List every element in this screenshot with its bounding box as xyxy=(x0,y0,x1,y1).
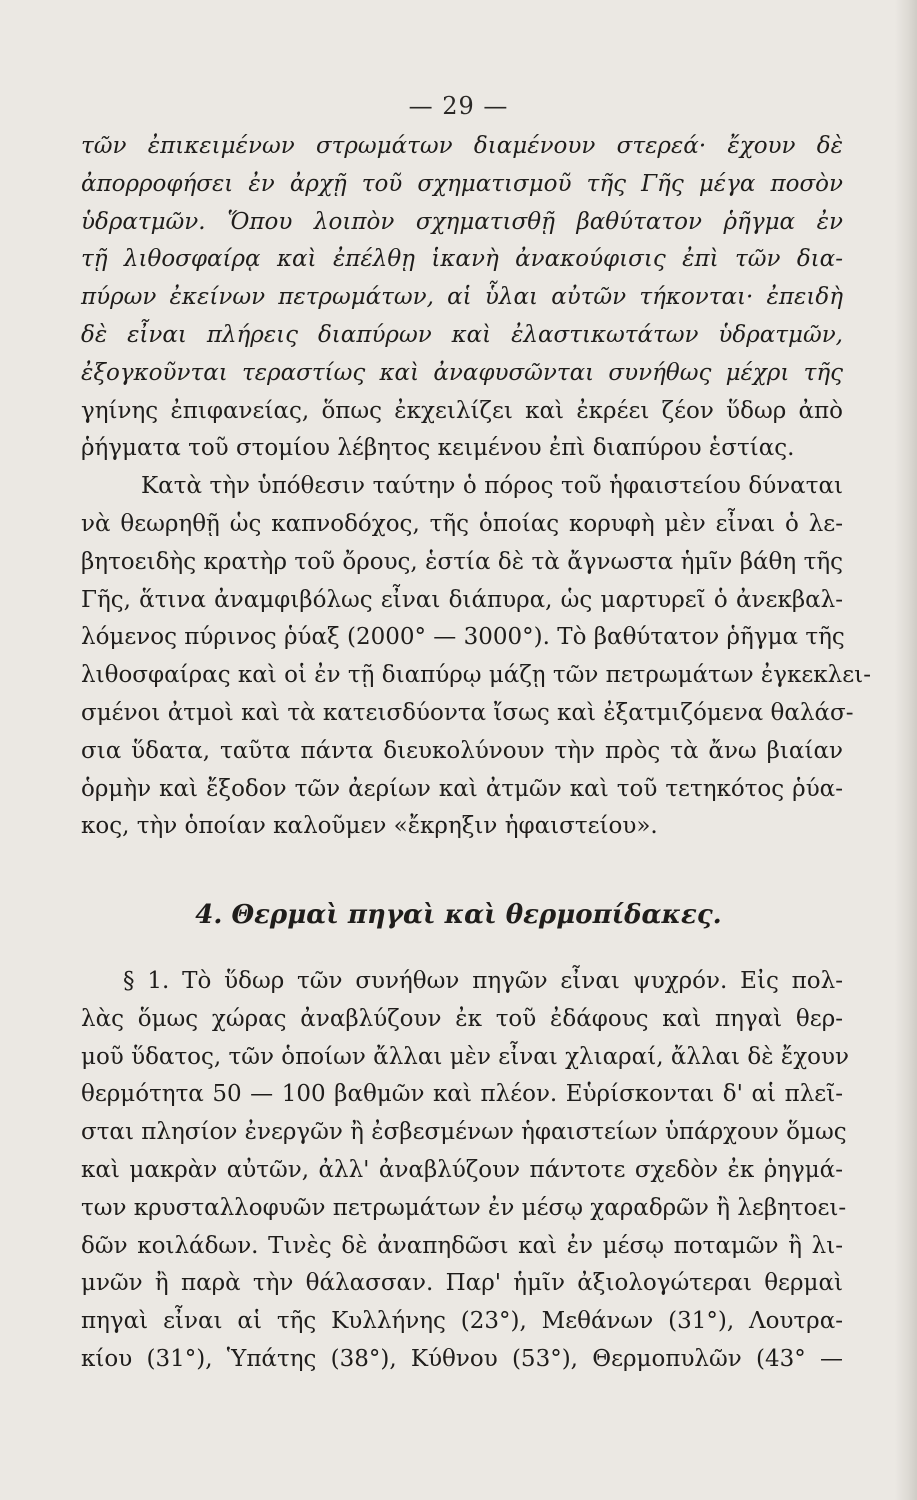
body-text-top xyxy=(81,128,871,846)
text-line: ὁρμὴν καὶ ἔξοδον τῶν ἀερίων καὶ ἀτμῶν καὶ τοῦ τετηκότος ῥύα- xyxy=(81,775,843,802)
text-line: ἐξογκοῦνται τεραστίως καὶ ἀναφυσῶνται συνήθως μέχρι τῆς xyxy=(81,359,843,386)
text-line: σμένοι ἀτμοὶ καὶ τὰ κατεισδύοντα ἴσως καὶ ἐξατμιζόμενα θαλάσ- xyxy=(81,699,854,726)
text-line: κίου (31°), Ὑπάτης (38°), Κύθνου (53°), Θερμοπυλῶν (43° — xyxy=(81,1345,843,1372)
text-line: των κρυσταλλοφυῶν πετρωμάτων ἐν μέσῳ χαραδρῶν ἢ λεβητοει- xyxy=(81,1194,847,1221)
text-line: νὰ θεωρηθῇ ὡς καπνοδόχος, τῆς ὁποίας κορυφὴ μὲν εἶναι ὁ λε- xyxy=(81,510,843,537)
text-line: δὲ εἶναι πλήρεις διαπύρων καὶ ἐλαστικωτάτων ὑδρατμῶν, xyxy=(81,321,843,348)
text-line: § 1. Τὸ ὕδωρ τῶν συνήθων πηγῶν εἶναι ψυχρόν. Εἰς πολ- xyxy=(123,968,843,994)
text-line: καὶ μακρὰν αὐτῶν, ἀλλ' ἀναβλύζουν πάντοτε σχεδὸν ἐκ ῥηγμά- xyxy=(81,1156,843,1183)
text-line: Κατὰ τὴν ὑπόθεσιν ταύτην ὁ πόρος τοῦ ἡφαιστείου δύναται xyxy=(141,473,843,500)
text-line: σται πλησίον ἐνεργῶν ἢ ἐσβεσμένων ἡφαιστείων ὑπάρχουν ὅμως xyxy=(81,1119,847,1146)
text-line: τῶν ἐπικειμένων στρωμάτων διαμένουν στερεά· ἔχουν δὲ xyxy=(81,133,843,159)
text-line: μοῦ ὕδατος, τῶν ὁποίων ἄλλαι μὲν εἶναι χλιαραί, ἄλλαι δὲ ἔχουν xyxy=(81,1043,849,1070)
text-line: δῶν κοιλάδων. Τινὲς δὲ ἀναπηδῶσι καὶ ἐν μέσῳ ποταμῶν ἢ λι- xyxy=(81,1232,843,1259)
text-line: ἀπορροφήσει ἐν ἀρχῇ τοῦ σχηματισμοῦ τῆς Γῆς μέγα ποσὸν xyxy=(81,170,843,197)
text-line: μνῶν ἢ παρὰ τὴν θάλασσαν. Παρ' ἡμῖν ἀξιολογώτεραι θερμαὶ xyxy=(81,1270,843,1297)
text-line: θερμότητα 50 — 100 βαθμῶν καὶ πλέον. Εὑρίσκονται δ' αἱ πλεῖ- xyxy=(81,1081,843,1108)
text-line: τῇ λιθοσφαίρᾳ καὶ ἐπέλθῃ ἱκανὴ ἀνακούφισις ἐπὶ τῶν δια- xyxy=(81,246,843,273)
text-line: ῥήγματα τοῦ στομίου λέβητος κειμένου ἐπὶ διαπύρου ἑστίας. xyxy=(81,435,795,462)
text-line: σια ὕδατα, ταῦτα πάντα διευκολύνουν τὴν πρὸς τὰ ἄνω βιαίαν xyxy=(81,737,843,764)
text-line: γηίνης ἐπιφανείας, ὅπως ἐκχειλίζει καὶ ἐκρέει ζέον ὕδωρ ἀπὸ xyxy=(81,397,843,424)
text-line: ὑδρατμῶν. Ὅπου λοιπὸν σχηματισθῇ βαθύτατον ῥῆγμα ἐν xyxy=(81,208,843,235)
body-text-bottom xyxy=(81,963,849,1379)
section-heading: 4. Θερμαὶ πηγαὶ καὶ θερμοπίδακες. xyxy=(195,900,722,930)
page-edge-shadow xyxy=(895,0,917,1500)
text-line: λιθοσφαίρας καὶ οἱ ἐν τῇ διαπύρῳ μάζῃ τῶν πετρωμάτων ἐγκεκλει- xyxy=(81,662,871,689)
text-line: πηγαὶ εἶναι αἱ τῆς Κυλλήνης (23°), Μεθάνων (31°), Λουτρα- xyxy=(81,1308,843,1335)
text-line: λόμενος πύρινος ῥύαξ (2000° — 3000°). Τὸ βαθύτατον ῥῆγμα τῆς xyxy=(81,624,845,651)
text-line: κος, τὴν ὁποίαν καλοῦμεν «ἔκρηξιν ἡφαιστείου». xyxy=(81,813,658,840)
page-number: — 29 — xyxy=(408,92,509,120)
text-line: λὰς ὅμως χώρας ἀναβλύζουν ἐκ τοῦ ἐδάφους καὶ πηγαὶ θερ- xyxy=(81,1005,843,1032)
text-line: βητοειδὴς κρατὴρ τοῦ ὄρους, ἑστία δὲ τὰ ἄγνωστα ἡμῖν βάθη τῆς xyxy=(81,548,843,575)
text-line: πύρων ἐκείνων πετρωμάτων, αἱ ὗλαι αὐτῶν τήκονται· ἐπειδὴ xyxy=(81,284,843,311)
text-line: Γῆς, ἅτινα ἀναμφιβόλως εἶναι διάπυρα, ὡς μαρτυρεῖ ὁ ἀνεκβαλ- xyxy=(81,586,843,613)
